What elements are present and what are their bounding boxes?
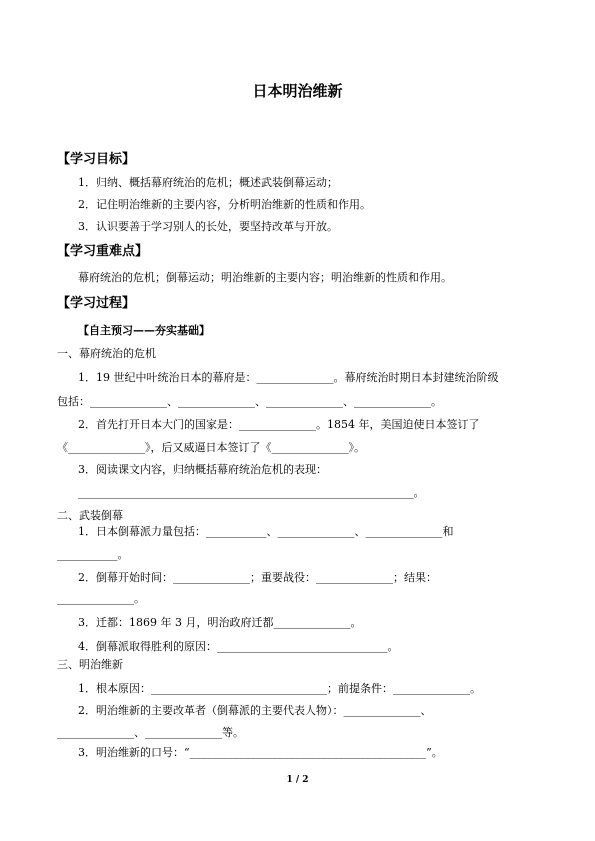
part2-heading: 二、武装倒幕: [57, 509, 123, 522]
goal-item: 1．归纳、概括幕府统治的危机；概述武装倒幕运动；: [78, 176, 338, 189]
part1-line: 包括：______________、______________、______________、______________。: [57, 395, 442, 408]
page-title: 日本明治维新: [252, 82, 343, 100]
part2-line: ______________。: [57, 592, 145, 605]
part1-line: _____________________________________________________________。: [78, 486, 425, 499]
part2-line: 4．倒幕派取得胜利的原因：_______________________________。: [78, 640, 399, 653]
key-points-heading: 【学习重难点】: [57, 244, 149, 259]
process-heading: 【学习过程】: [57, 296, 136, 311]
part2-line: ___________。: [57, 548, 129, 561]
goals-heading: 【学习目标】: [57, 152, 136, 167]
part2-line: 2．倒幕开始时间：______________；重要战役：______________；结果：: [78, 571, 437, 584]
part1-line: 3．阅读课文内容，归纳概括幕府统治危机的表现：: [78, 463, 327, 476]
page-number: 1 / 2: [286, 775, 309, 785]
part1-line: 2．首先打开日本大门的国家是：______________。1854 年，美国迫使日本签订了: [78, 418, 480, 431]
goal-item: 2．记住明治维新的主要内容，分析明治维新的性质和作用。: [78, 198, 371, 211]
goal-item: 3．认识要善于学习别人的长处，要坚持改革与开放。: [78, 220, 338, 233]
part3-line: 1．根本原因：________________________________；前提条件：______________。: [78, 682, 481, 695]
part2-line: 1．日本倒幕派力量包括：___________、______________、______________和: [78, 525, 454, 538]
part1-heading: 一、幕府统治的危机: [57, 347, 156, 360]
part3-heading: 三、明治维新: [57, 658, 123, 671]
part3-line: ______________、______________等。: [57, 726, 244, 739]
part3-line: 2．明治维新的主要改革者（倒幕派的主要代表人物）：______________、: [78, 704, 432, 717]
part1-line: 《______________》，后又威逼日本签订了《______________》。: [57, 441, 365, 454]
part2-line: 3．迁都：1869 年 3 月，明治政府迁都______________。: [78, 616, 362, 629]
part1-line: 1．19 世纪中叶统治日本的幕府是：______________。幕府统治时期日本封建统治阶级: [78, 371, 499, 384]
preview-heading: 【自主预习——夯实基础】: [78, 324, 210, 337]
key-points-text: 幕府统治的危机；倒幕运动；明治维新的主要内容；明治维新的性质和作用。: [78, 271, 452, 284]
part3-line: 3．明治维新的口号：“___________________________________________”。: [78, 746, 443, 759]
